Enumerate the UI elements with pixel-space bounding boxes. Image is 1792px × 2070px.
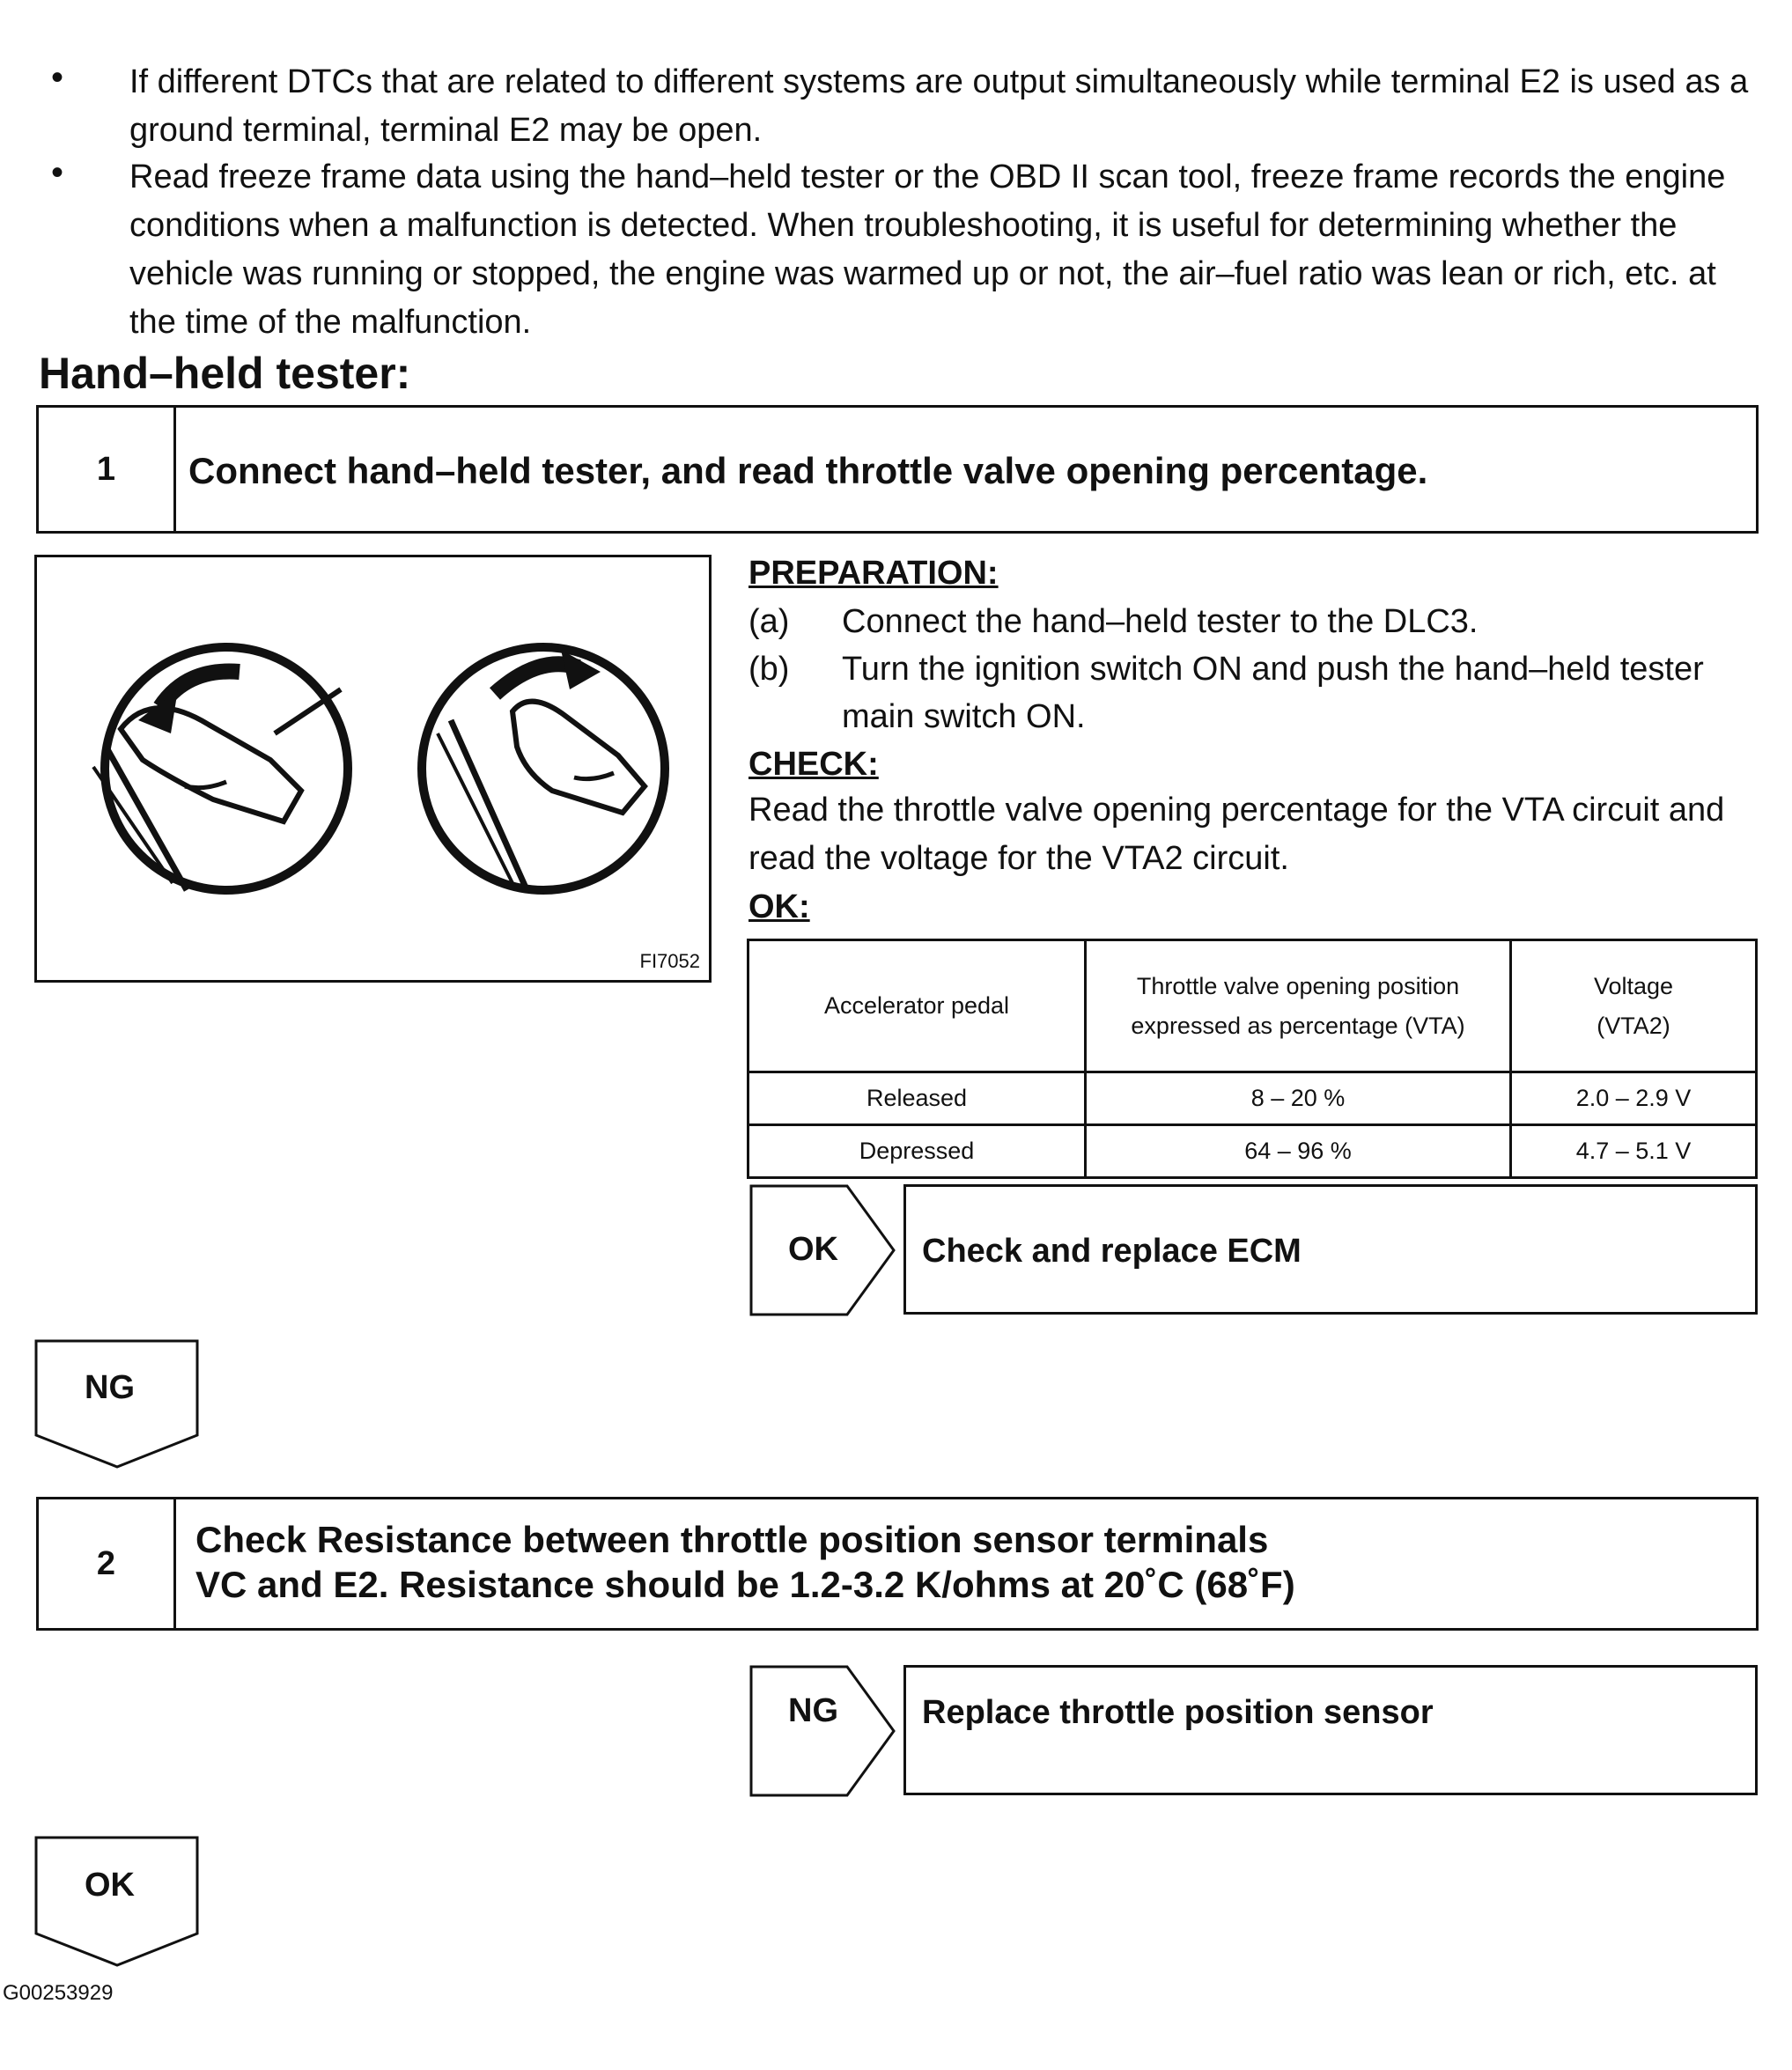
check-text: Read the throttle valve opening percentage for the VTA circuit and read the voltage for the VTA2 circuit.	[749, 792, 1725, 877]
table-cell: 2.0 – 2.9 V	[1511, 1072, 1757, 1125]
section-heading: Hand–held tester:	[39, 349, 411, 398]
prep-item-text: Connect the hand–held tester to the DLC3.	[842, 603, 1479, 640]
ok-flow-label: OK	[85, 1867, 135, 1904]
result-box-ecm	[903, 1184, 1758, 1315]
pedal-illustration	[37, 557, 709, 980]
bullet-symbol: •	[51, 153, 64, 192]
ng-arrow-tag	[749, 1664, 898, 1798]
bullet-symbol: •	[51, 58, 64, 97]
bullet-text: Read freeze frame data using the hand–held tester or the OBD II scan tool, freeze frame records the engine conditions when a malfunction is detected. When troubleshooting, it is useful for determining whether the vehicle was running or stopped, the engine was warmed up or not, the air–fuel ratio was lean or rich, etc. at the time of the malfunction.	[129, 158, 1726, 341]
prep-item-letter: (a)	[749, 603, 790, 640]
table-row	[749, 1072, 1757, 1125]
figure-id: FI7052	[639, 950, 700, 972]
step-1-box	[36, 405, 1759, 534]
table-header-cell: Accelerator pedal	[749, 940, 1086, 1072]
table-cell: 8 – 20 %	[1086, 1072, 1511, 1125]
pedal-figure	[34, 555, 712, 983]
table-cell: Depressed	[749, 1125, 1086, 1178]
ok-spec-table	[747, 939, 1758, 1179]
table-cell: Released	[749, 1072, 1086, 1125]
step-title-line1: Check Resistance between throttle position sensor terminals	[195, 1519, 1269, 1560]
step-title-line2: VC and E2. Resistance should be 1.2-3.2 K/ohms at 20˚C (68˚F)	[195, 1564, 1295, 1605]
table-cell: 64 – 96 %	[1086, 1125, 1511, 1178]
ng-tag-label: NG	[788, 1692, 838, 1729]
result-text: Check and replace ECM	[922, 1233, 1302, 1270]
pedal-depressed-icon	[422, 647, 665, 890]
step-2-box	[36, 1497, 1759, 1631]
pedal-released-icon	[93, 647, 348, 890]
step-number: 1	[39, 408, 176, 531]
ok-tag-label: OK	[788, 1231, 838, 1268]
table-header-row	[749, 940, 1757, 1072]
preparation-heading: PREPARATION:	[749, 555, 999, 592]
bullet-text: If different DTCs that are related to different systems are output simultaneously while terminal E2 is used as a ground terminal, terminal E2 may be open.	[129, 63, 1749, 149]
table-row	[749, 1125, 1757, 1178]
result-text: Replace throttle position sensor	[922, 1694, 1434, 1731]
ng-flow-label: NG	[85, 1369, 135, 1406]
step-title: Connect hand–held tester, and read throttle valve opening percentage.	[188, 450, 1428, 491]
prep-item-letter: (b)	[749, 651, 790, 688]
check-heading: CHECK:	[749, 746, 879, 783]
document-code: G00253929	[3, 1981, 114, 2005]
ok-heading: OK:	[749, 888, 810, 925]
table-cell: 4.7 – 5.1 V	[1511, 1125, 1757, 1178]
table-header-cell: Throttle valve opening position expressed as percentage (VTA)	[1086, 940, 1511, 1072]
result-box-sensor	[903, 1665, 1758, 1795]
step-number: 2	[39, 1499, 176, 1628]
prep-item-text: Turn the ignition switch ON and push the hand–held tester main switch ON.	[842, 651, 1704, 735]
table-header-cell: Voltage (VTA2)	[1511, 940, 1757, 1072]
